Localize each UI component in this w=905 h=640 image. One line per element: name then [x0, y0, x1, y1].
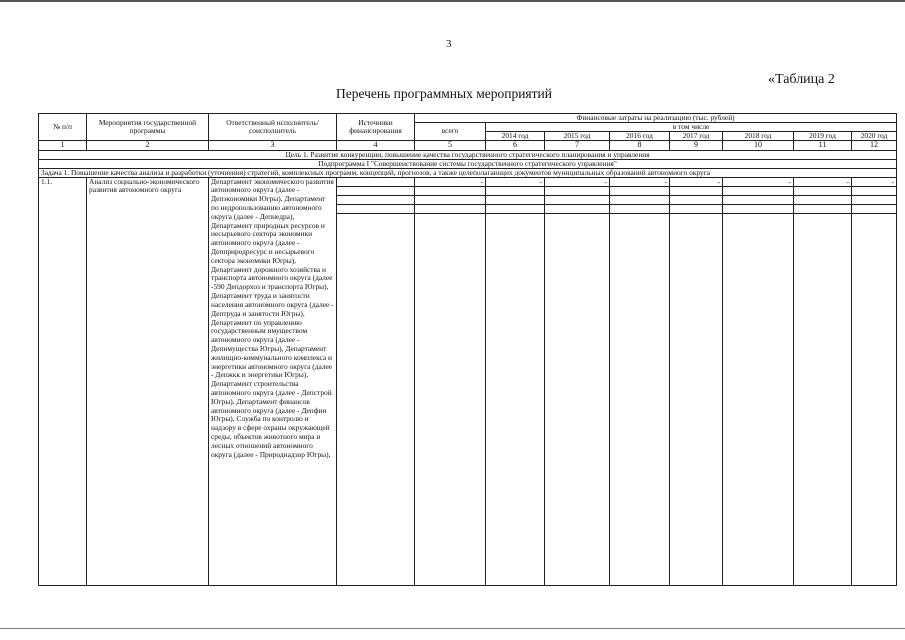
column-number: 11: [794, 140, 852, 150]
value-year: -: [670, 177, 723, 186]
goal-row: [39, 150, 897, 159]
header-year: 2017 год: [670, 131, 723, 140]
header-total: всего: [415, 122, 486, 140]
header-year: 2016 год: [610, 131, 670, 140]
header-number: № п/п: [39, 114, 87, 141]
header-measures: Мероприятия государственной программы: [87, 114, 209, 141]
header-year: 2015 год: [545, 131, 610, 140]
value-year: -: [852, 177, 897, 186]
task-text: Задача 1. Повышение качества анализа и разработки (уточнения) стратегий, комплексных программ, концепций, прогнозов, а также целеполагающих документов муниципальных образований автономного округа: [39, 168, 897, 177]
column-number: 12: [852, 140, 897, 150]
header-row-1: [39, 114, 897, 123]
value-year: -: [610, 177, 670, 186]
measure-row: [39, 177, 897, 186]
document-title: Перечень программных мероприятий: [336, 86, 552, 101]
column-number: 1: [39, 140, 87, 150]
column-number: 3: [209, 140, 337, 150]
header-executor: Ответственный исполнитель/соисполнитель: [209, 114, 337, 141]
column-number: 6: [486, 140, 545, 150]
column-number: 8: [610, 140, 670, 150]
value-year: -: [723, 177, 794, 186]
column-number: 5: [415, 140, 486, 150]
header-finance-group: Финансовые затраты на реализацию (тыс. рублей): [415, 114, 897, 123]
subprogram-row: [39, 159, 897, 168]
header-year: 2019 год: [794, 131, 852, 140]
scan-edge-top: [0, 0, 905, 2]
page-number: 3: [446, 38, 452, 50]
value-year: -: [486, 177, 545, 186]
header-year: 2020 год: [852, 131, 897, 140]
task-row: [39, 168, 897, 177]
value-year: -: [545, 177, 610, 186]
column-number-row: [39, 140, 897, 150]
header-in-that: в том числе: [486, 122, 897, 131]
column-number: 10: [723, 140, 794, 150]
goal-text: Цель 1. Развитие конкуренции, повышение качества государственного стратегического планирования и управления: [39, 150, 897, 159]
column-number: 2: [87, 140, 209, 150]
program-measures-table: [38, 113, 897, 586]
measure-name: Анализ социально-экономического развития автономного округа: [87, 177, 209, 585]
header-sources: Источники финансирования: [337, 114, 415, 141]
value-year: -: [794, 177, 852, 186]
column-number: 7: [545, 140, 610, 150]
measure-number: 1.1.: [39, 177, 87, 585]
source-cell: [337, 177, 415, 186]
value-total: -: [415, 177, 486, 186]
column-number: 9: [670, 140, 723, 150]
table-tag: «Таблица 2: [768, 72, 835, 87]
scan-edge-bottom: [0, 628, 905, 629]
subprogram-text: Подпрограмма I "Совершенствование системы государственного стратегического управления": [39, 159, 897, 168]
header-year: 2018 год: [723, 131, 794, 140]
measure-executor: Департамент экономического развития автономного округа (далее - Депэкономики Югры), Департамент по недропользованию автономного округа (далее - Депнедра), Департамент природных ресурсов и несырьевого сектора экономики автономного округа (далее - Депприродресурс и несырьевого сектора экономики Югры), Департамент дорожного хозяйства и транспорта автономного округа (далее -590 Депдорхоз и транспорта Югры), Департамент труда и занятости населения автономного округа (далее - Дептруда и занятости Югры), Департамент по управлению государственным имуществом автономного округа (далее - Депимущества Югры), Департамент жилищно-коммунального комплекса и энергетики автономного округа (далее - Депжкк и энергетики Югры), Департамент строительства автономного округа (далее - Депстрой Югры), Департамент финансов автономного округа (далее - Депфин Югры), Служба по контролю и надзору в сфере охраны окружающей среды, объектов животного мира и лесных отношений автономного округа (далее - Природнадзор Югры),: [209, 177, 337, 585]
header-year: 2014 год: [486, 131, 545, 140]
column-number: 4: [337, 140, 415, 150]
